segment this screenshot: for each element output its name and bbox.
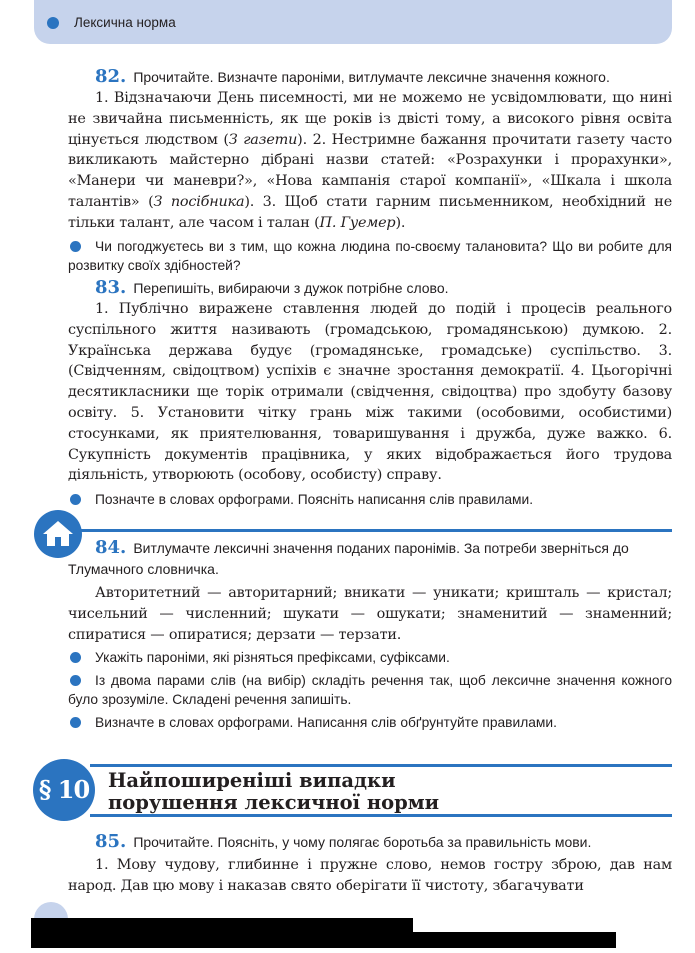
section-rule-top xyxy=(90,764,672,767)
homework-divider xyxy=(80,529,672,532)
exercise-85-text: 1. Мову чудову, глибинне і пружне слово, немов гостру зброю, дав нам народ. Дав цю мову і наказав свято оберігати її чистоту, збагачувати xyxy=(68,857,672,894)
exercise-instruction: Прочитайте. Поясніть, у чому полягає боротьба за правильність мови. xyxy=(133,834,592,850)
task-text: Чи погоджуєтесь ви з тим, що кожна людина по-своєму талановита? Що ви робите для розвитку своїх здібностей? xyxy=(68,238,672,274)
source-citation: З газети xyxy=(228,131,298,148)
task-bullet-icon xyxy=(70,241,81,252)
section-title xyxy=(108,770,668,814)
task-text: Позначте в словах орфограми. Поясніть написання слів правилами. xyxy=(95,492,534,508)
source-citation: П. Гуемер xyxy=(319,214,396,231)
section-title-line: Найпоширеніші випадки xyxy=(108,769,396,792)
task-bullet-icon xyxy=(70,717,81,728)
task-bullet-icon xyxy=(70,494,81,505)
exercise-82-task xyxy=(68,237,672,276)
task-bullet-icon xyxy=(70,675,81,686)
text-fragment: ). xyxy=(395,214,406,231)
header-title: Лексична норма xyxy=(74,15,176,30)
exercise-83-text: 1. Публічно виражене ставлення людей до подій і процесів реального суспільного життя називають (громадською, громадянською) думкою. 2. Українська держава будує (громадянське, громадське) суспільство. 3. (Свідченням, свідоцтвом) успіхів є значне зростання демократії. 4. Цьогорічні десятикласники ще торік отримали (свідчення, свідоцтва) про здобуту базову освіту. 5. Установити чітку грань між такими (особовими, особистими) стосунками, як приятелювання, товаришування і дружба, дуже важко. 6. Сукупність документів працівника, у яких відображається його трудова діяльність, утворюють (особову, особисту) справу. xyxy=(68,301,672,484)
exercise-instruction: Перепишіть, вибираючи з дужок потрібне слово. xyxy=(133,280,449,296)
exercise-84 xyxy=(68,537,672,732)
running-header xyxy=(34,0,672,44)
text-fragment: ). 3. Щоб стати гарним письменником, необхідний не тільки талант, але часом і талан ( xyxy=(68,193,673,231)
exercise-84-task xyxy=(68,713,672,733)
section-title-line: порушення лексичної норми xyxy=(108,791,440,814)
section-number-badge: § 10 xyxy=(33,759,95,821)
exercise-instruction: Прочитайте. Визначте пароніми, витлумачте лексичне значення кожного. xyxy=(133,69,610,85)
text-fragment: 1. Відзначаючи День писемності, ми не можемо не усвідомлювати, що нині не звичайна письменність, як ще років із двісті тому, а високого рівня освіта цінується людством ( xyxy=(68,90,672,148)
task-text: Укажіть пароніми, які різняться префіксами, суфіксами. xyxy=(95,650,450,666)
exercise-83 xyxy=(68,277,672,510)
exercise-83-task xyxy=(68,490,672,510)
exercise-number: 83. xyxy=(95,277,127,298)
exercise-82-heading xyxy=(68,66,672,88)
exercise-number: 84. xyxy=(95,537,127,558)
exercise-84-text: Авторитетний — авторитарний; вникати — уникати; кришталь — кристал; чисельний — численний; шукати — ошукати; знаменитий — знаменний; спиратися — опиратися; дерзати — терзати. xyxy=(68,585,672,643)
exercise-instruction: Витлумачте лексичні значення поданих паронімів. За потреби зверніться до Тлумачного словничка. xyxy=(68,540,629,577)
task-text: Із двома парами слів (на вибір) складіть речення так, щоб лексичне значення кожного було зрозуміле. Складені речення запишіть. xyxy=(68,672,672,708)
exercise-85 xyxy=(68,831,672,897)
exercise-number: 82. xyxy=(95,66,127,87)
task-bullet-icon xyxy=(70,652,81,663)
exercise-84-task xyxy=(68,648,672,668)
exercise-number: 85. xyxy=(95,831,127,852)
exercise-82-text xyxy=(68,88,672,234)
source-citation: З посібника xyxy=(153,193,245,210)
redaction-bar xyxy=(31,932,616,948)
section-rule-bottom xyxy=(90,814,672,817)
text-fragment: ). 2. Нестримне бажання прочитати газету часто викликають майстерно дібрані назви статей: «Розрахунки і прорахунки», «Манери чи маневри?», «Нова кампанія старої компанії», «Шкала і школа талантів» ( xyxy=(68,131,672,210)
header-bullet-icon xyxy=(47,17,59,29)
exercise-83-heading xyxy=(68,277,672,299)
task-text: Визначте в словах орфограми. Написання слів обґрунтуйте правилами. xyxy=(95,714,557,730)
exercise-84-task xyxy=(68,671,672,710)
exercise-84-heading xyxy=(68,537,672,580)
exercise-82 xyxy=(68,66,672,276)
exercise-85-heading xyxy=(68,831,672,853)
